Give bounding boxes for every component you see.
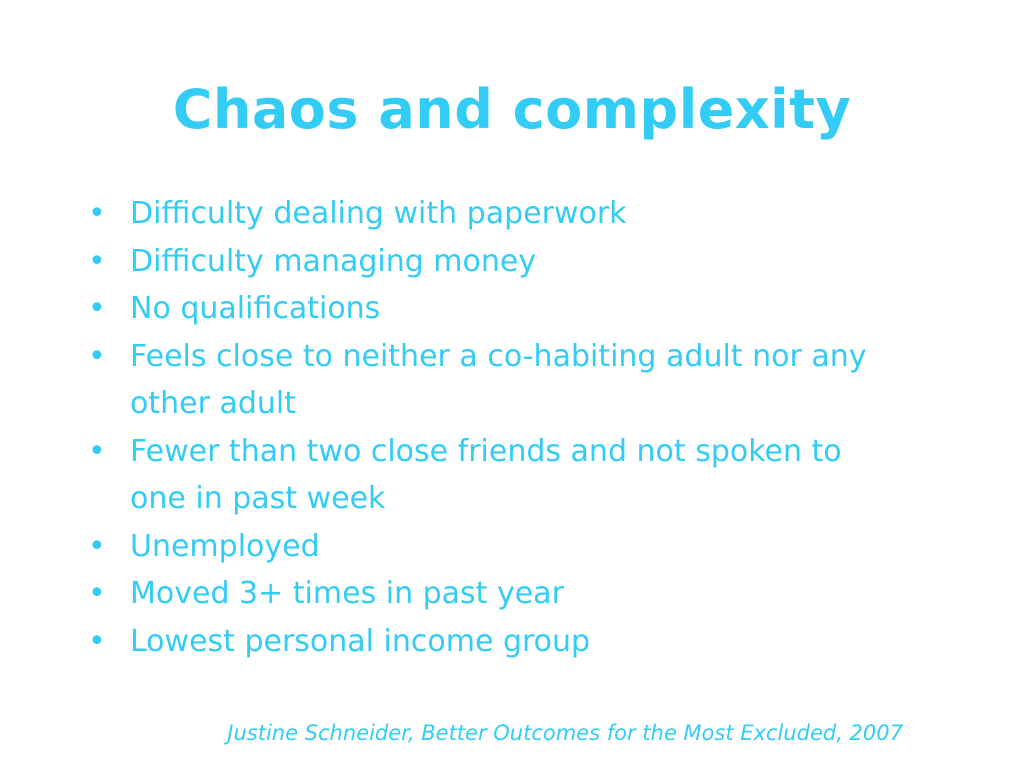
list-item-text: Difficulty dealing with paperwork bbox=[130, 196, 627, 231]
list-item bbox=[86, 618, 886, 666]
bullet-list bbox=[86, 190, 886, 665]
list-item-text: Unemployed bbox=[130, 528, 320, 564]
bullet-icon: • bbox=[88, 196, 106, 231]
list-item bbox=[86, 428, 886, 523]
bullet-icon: • bbox=[88, 338, 106, 374]
list-item-text: Lowest personal income group bbox=[130, 623, 591, 659]
bullet-icon: • bbox=[88, 243, 106, 279]
bullet-icon: • bbox=[88, 623, 106, 659]
list-item-text: Moved 3+ times in past year bbox=[130, 576, 564, 611]
bullet-icon: • bbox=[88, 528, 106, 564]
slide-title: Chaos and complexity bbox=[172, 78, 852, 141]
list-item bbox=[86, 190, 886, 238]
bullet-icon: • bbox=[88, 433, 106, 469]
citation: Justine Schneider, Better Outcomes for the Most Excluded, 2007 bbox=[227, 721, 903, 745]
list-item-text: Feels close to neither a co-habiting adult nor any other adult bbox=[130, 338, 867, 421]
list-item bbox=[86, 285, 886, 333]
bullet-icon: • bbox=[88, 291, 106, 326]
list-item bbox=[86, 333, 886, 428]
list-item-text: Difficulty managing money bbox=[130, 243, 537, 279]
list-item bbox=[86, 570, 886, 618]
list-item-text: No qualifications bbox=[130, 291, 381, 326]
list-item bbox=[86, 238, 886, 286]
list-item bbox=[86, 523, 886, 571]
list-item-text: Fewer than two close friends and not spoken to one in past week bbox=[130, 433, 842, 516]
bullet-icon: • bbox=[88, 576, 106, 611]
